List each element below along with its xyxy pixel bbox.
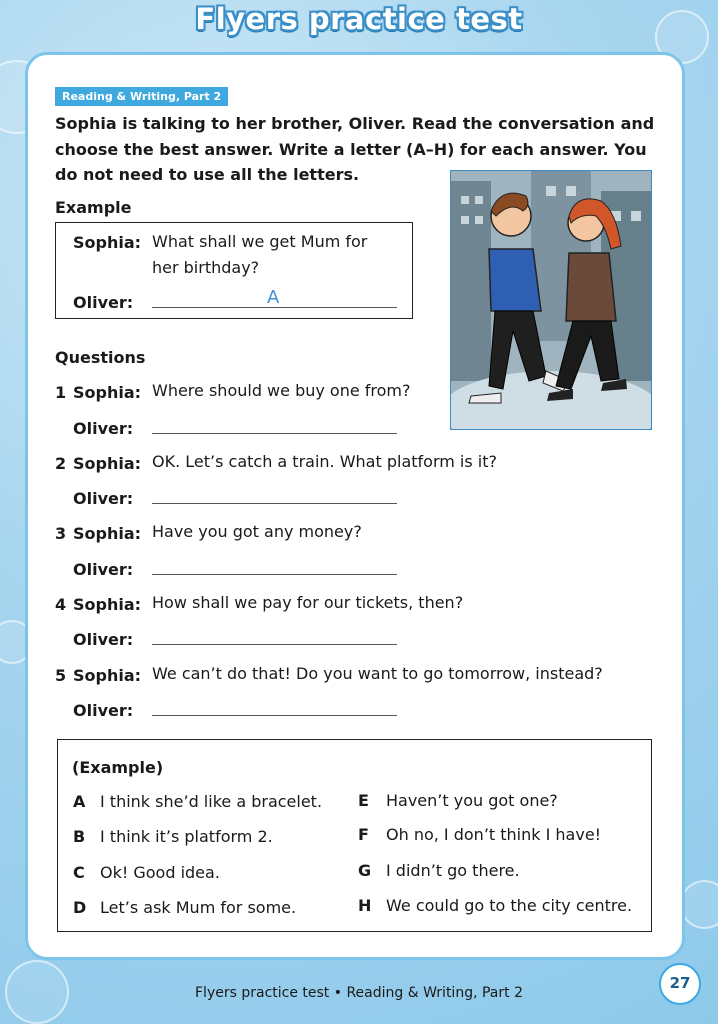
- question-text: How shall we pay for our tickets, then?: [152, 593, 464, 612]
- option-text: We could go to the city centre.: [386, 896, 633, 915]
- option-letter: H: [358, 896, 372, 915]
- question-number: 4: [55, 595, 67, 614]
- example-box: [55, 222, 413, 319]
- questions-heading: Questions: [55, 348, 146, 367]
- page-title: Flyers practice test: [195, 2, 523, 36]
- page-number: 27: [659, 963, 701, 1005]
- answer-line-2[interactable]: [152, 503, 397, 504]
- instructions-text: Sophia is talking to her brother, Oliver. Read the conversation and choose the best answer. Write a letter (A–H) for each answer. You do not need to use all the letters.: [55, 114, 655, 184]
- option-text: I didn’t go there.: [386, 861, 520, 880]
- answer-line-4[interactable]: [152, 644, 397, 645]
- option-letter: E: [358, 791, 369, 810]
- example-speaker-sophia: Sophia:: [73, 233, 142, 252]
- option-text: Let’s ask Mum for some.: [100, 898, 297, 917]
- option-letter: A: [73, 792, 86, 811]
- example-answer: A: [267, 287, 280, 308]
- reply-speaker: Oliver:: [73, 560, 134, 579]
- options-example-heading: (Example): [72, 758, 164, 777]
- question-text: Where should we buy one from?: [152, 381, 411, 400]
- option-letter: D: [73, 898, 87, 917]
- option-letter: C: [73, 863, 85, 882]
- example-question-line2: her birthday?: [152, 258, 260, 277]
- question-text: Have you got any money?: [152, 522, 362, 541]
- reply-speaker: Oliver:: [73, 419, 134, 438]
- example-question-line1: What shall we get Mum for: [152, 232, 368, 251]
- option-text: Oh no, I don’t think I have!: [386, 825, 602, 844]
- reply-speaker: Oliver:: [73, 630, 134, 649]
- example-heading: Example: [55, 198, 132, 217]
- answer-line-3[interactable]: [152, 574, 397, 575]
- question-speaker: Sophia:: [73, 595, 142, 614]
- option-text: Ok! Good idea.: [100, 863, 220, 882]
- option-letter: G: [358, 861, 372, 880]
- question-text: OK. Let’s catch a train. What platform is it?: [152, 452, 497, 471]
- question-speaker: Sophia:: [73, 383, 142, 402]
- decorative-bubble: [680, 880, 718, 929]
- answer-options-box: [57, 739, 652, 932]
- example-speaker-oliver: Oliver:: [73, 293, 134, 312]
- question-speaker: Sophia:: [73, 524, 142, 543]
- illustration-siblings-walking: [450, 170, 652, 430]
- question-number: 2: [55, 454, 67, 473]
- answer-line-5[interactable]: [152, 715, 397, 716]
- option-letter: B: [73, 827, 86, 846]
- footer-text: Flyers practice test • Reading & Writing, Part 2: [195, 985, 523, 1001]
- question-speaker: Sophia:: [73, 454, 142, 473]
- question-text: We can’t do that! Do you want to go tomorrow, instead?: [152, 664, 603, 683]
- option-text: I think it’s platform 2.: [100, 827, 273, 846]
- question-number: 3: [55, 524, 67, 543]
- reply-speaker: Oliver:: [73, 701, 134, 720]
- illustration-svg: [451, 171, 651, 429]
- option-text: Haven’t you got one?: [386, 791, 558, 810]
- option-text: I think she’d like a bracelet.: [100, 792, 323, 811]
- reply-speaker: Oliver:: [73, 489, 134, 508]
- option-letter: F: [358, 825, 369, 844]
- question-speaker: Sophia:: [73, 666, 142, 685]
- section-tag: Reading & Writing, Part 2: [55, 87, 228, 106]
- answer-line-1[interactable]: [152, 433, 397, 434]
- question-number: 5: [55, 666, 67, 685]
- question-number: 1: [55, 383, 67, 402]
